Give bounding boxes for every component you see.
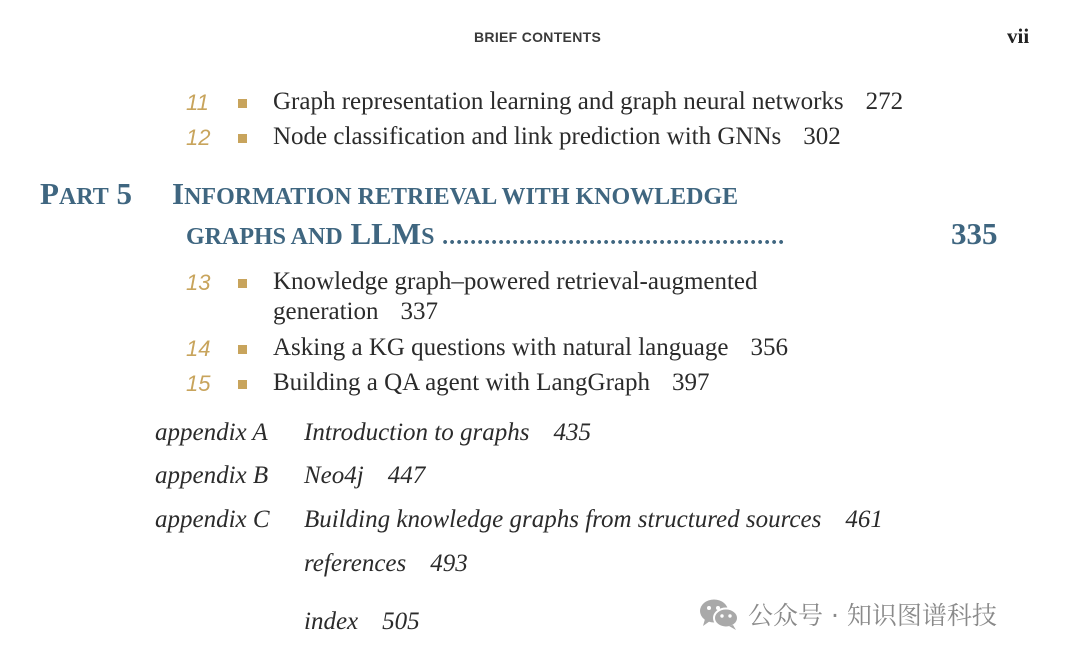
bullet-square-icon: [238, 134, 247, 143]
appendix-c-label: appendix C: [155, 506, 270, 533]
chapter-page: 356: [750, 334, 788, 361]
chapter-title: Asking a KG questions with natural language 356: [273, 334, 788, 361]
chapter-number: 13: [186, 270, 211, 295]
chapter-number: 15: [186, 371, 211, 396]
references-entry[interactable]: references 493: [304, 550, 468, 577]
chapter-title: Building a QA agent with LangGraph 397: [273, 369, 710, 396]
chapter-page: 397: [672, 369, 710, 396]
part-label: PART 5: [40, 176, 133, 211]
chapter-number: 11: [186, 90, 209, 115]
chapter-page: 272: [865, 88, 904, 115]
page-number: vii: [1007, 24, 1030, 48]
index-entry[interactable]: index 505: [304, 608, 420, 635]
appendix-b-label: appendix B: [155, 462, 269, 489]
appendix-b-entry[interactable]: Neo4j 447: [304, 462, 426, 489]
part-title-line2[interactable]: GRAPHS AND LLMS .................................................: [186, 216, 786, 251]
index-page: 505: [382, 608, 420, 635]
chapter-title: Node classification and link prediction with GNNs 302: [273, 123, 841, 150]
references-page: 493: [430, 550, 468, 577]
appendix-page: 435: [553, 419, 591, 446]
running-header: BRIEF CONTENTS: [474, 29, 602, 45]
part-page: 335: [951, 216, 998, 251]
dot-leader: .................................................: [442, 224, 786, 250]
chapter-title: Graph representation learning and graph neural networks 272: [273, 88, 904, 115]
bullet-square-icon: [238, 345, 247, 354]
appendix-page: 461: [845, 506, 883, 533]
chapter-number: 14: [186, 336, 211, 361]
appendix-a-entry[interactable]: Introduction to graphs 435: [304, 419, 591, 446]
bullet-square-icon: [238, 279, 247, 288]
appendix-page: 447: [387, 462, 426, 489]
chapter-page: 302: [803, 123, 841, 150]
wechat-icon: [698, 597, 740, 631]
chapter-number: 12: [186, 125, 211, 150]
watermark: [698, 596, 997, 632]
appendix-a-label: appendix A: [155, 419, 268, 446]
bullet-square-icon: [238, 99, 247, 108]
chapter-title-continued: generation 337: [273, 298, 439, 325]
watermark-text: 公众号 · 知识图谱科技: [748, 601, 997, 630]
bullet-square-icon: [238, 380, 247, 389]
chapter-page: 337: [400, 298, 439, 325]
appendix-c-entry[interactable]: Building knowledge graphs from structured sources 461: [304, 506, 883, 533]
part-title-line1[interactable]: INFORMATION RETRIEVAL WITH KNOWLEDGE: [172, 176, 739, 211]
chapter-title: Knowledge graph–powered retrieval-augmented: [273, 268, 758, 295]
